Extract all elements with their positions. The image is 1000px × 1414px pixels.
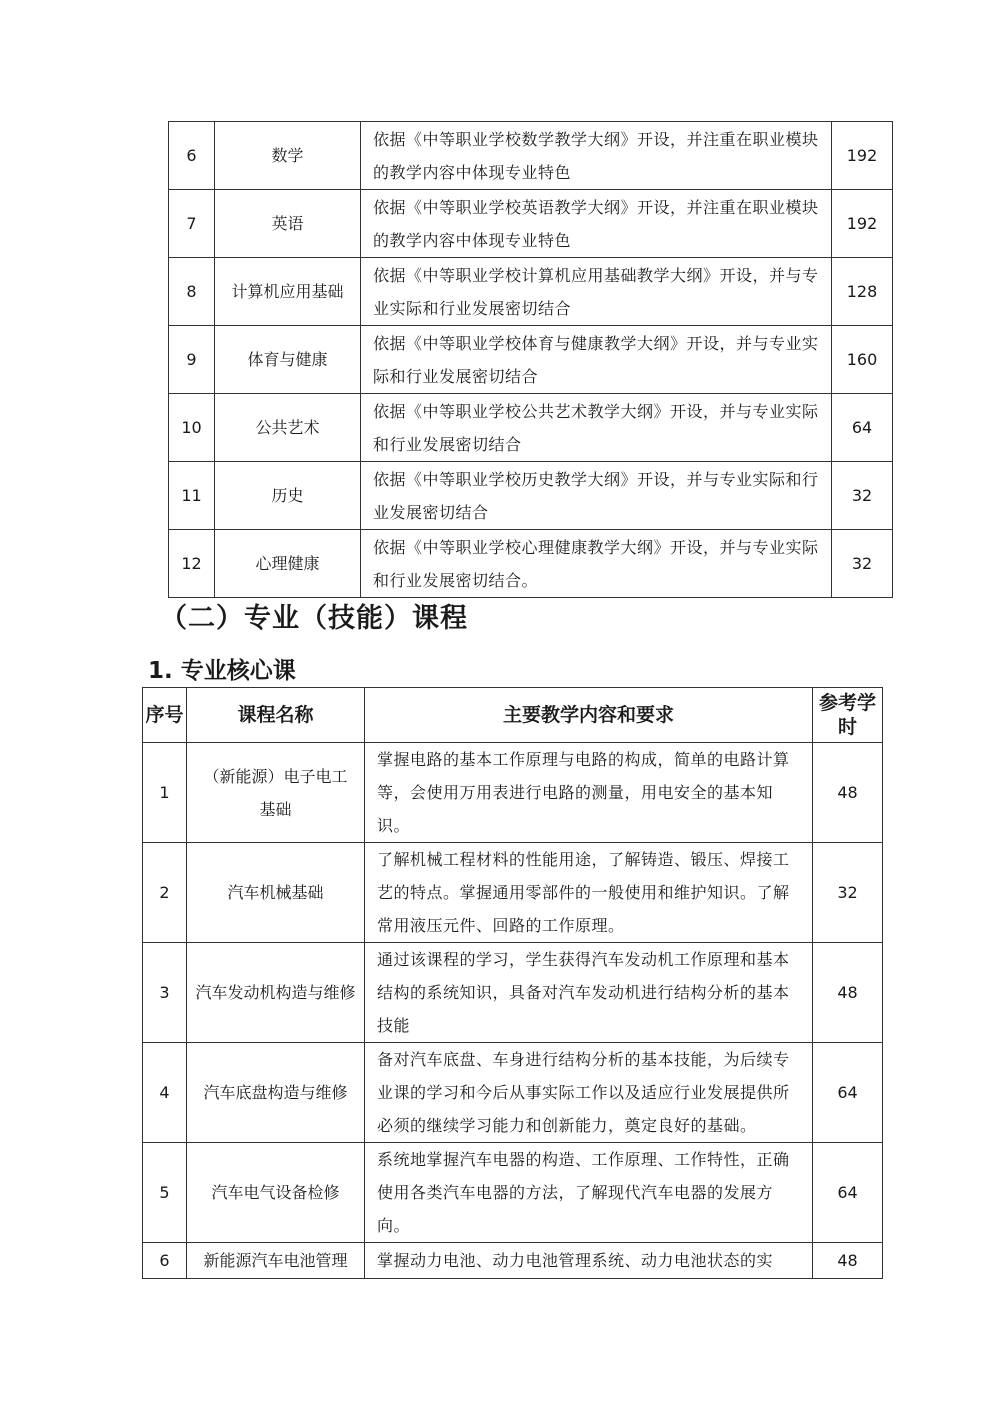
course-desc: 备对汽车底盘、车身进行结构分析的基本技能，为后续专业课的学习和今后从事实际工作以及适应行业发展提供所必须的继续学习能力和创新能力，奠定良好的基础。	[365, 1043, 813, 1143]
course-name: 汽车机械基础	[187, 843, 365, 943]
course-desc: 了解机械工程材料的性能用途，了解铸造、锻压、焊接工艺的特点。掌握通用零部件的一般使用和维护知识。了解常用液压元件、回路的工作原理。	[365, 843, 813, 943]
course-hours: 48	[813, 1243, 883, 1279]
table-row	[169, 462, 893, 530]
course-name: 汽车电气设备检修	[187, 1143, 365, 1243]
table-row	[143, 943, 883, 1043]
course-desc: 掌握动力电池、动力电池管理系统、动力电池状态的实	[365, 1243, 813, 1279]
course-name: （新能源）电子电工基础	[187, 743, 365, 843]
core-course-table	[142, 687, 883, 1279]
course-no: 1	[143, 743, 187, 843]
course-desc: 依据《中等职业学校计算机应用基础教学大纲》开设，并与专业实际和行业发展密切结合	[361, 258, 832, 326]
table-row	[169, 326, 893, 394]
table-row	[143, 843, 883, 943]
course-name: 公共艺术	[215, 394, 361, 462]
course-name: 计算机应用基础	[215, 258, 361, 326]
course-name: 数学	[215, 122, 361, 190]
course-hours: 32	[832, 462, 893, 530]
course-no: 4	[143, 1043, 187, 1143]
course-hours: 192	[832, 190, 893, 258]
course-name: 英语	[215, 190, 361, 258]
course-desc: 掌握电路的基本工作原理与电路的构成，简单的电路计算等，会使用万用表进行电路的测量，用电安全的基本知识。	[365, 743, 813, 843]
course-desc: 依据《中等职业学校心理健康教学大纲》开设，并与专业实际和行业发展密切结合。	[361, 530, 832, 598]
course-name: 心理健康	[215, 530, 361, 598]
course-hours: 32	[832, 530, 893, 598]
course-no: 10	[169, 394, 215, 462]
table-row	[169, 190, 893, 258]
course-no: 3	[143, 943, 187, 1043]
course-name: 新能源汽车电池管理	[187, 1243, 365, 1279]
course-desc: 依据《中等职业学校数学教学大纲》开设，并注重在职业模块的教学内容中体现专业特色	[361, 122, 832, 190]
course-desc: 通过该课程的学习，学生获得汽车发动机工作原理和基本结构的系统知识，具备对汽车发动机进行结构分析的基本技能	[365, 943, 813, 1043]
course-desc: 系统地掌握汽车电器的构造、工作原理、工作特性，正确使用各类汽车电器的方法，了解现代汽车电器的发展方向。	[365, 1143, 813, 1243]
course-no: 9	[169, 326, 215, 394]
course-hours: 32	[813, 843, 883, 943]
course-hours: 64	[813, 1143, 883, 1243]
table-row	[169, 122, 893, 190]
table-row	[143, 743, 883, 843]
course-desc: 依据《中等职业学校英语教学大纲》开设，并注重在职业模块的教学内容中体现专业特色	[361, 190, 832, 258]
course-no: 2	[143, 843, 187, 943]
table-row	[169, 394, 893, 462]
course-name: 体育与健康	[215, 326, 361, 394]
course-hours: 64	[832, 394, 893, 462]
table-row	[143, 1243, 883, 1279]
course-no: 6	[143, 1243, 187, 1279]
course-hours: 48	[813, 943, 883, 1043]
table-row	[169, 258, 893, 326]
general-course-table	[168, 121, 893, 598]
table-row	[143, 1143, 883, 1243]
course-no: 7	[169, 190, 215, 258]
course-no: 6	[169, 122, 215, 190]
header-desc: 主要教学内容和要求	[365, 688, 813, 743]
course-no: 8	[169, 258, 215, 326]
course-name: 汽车发动机构造与维修	[187, 943, 365, 1043]
table-header-row	[143, 688, 883, 743]
course-name: 汽车底盘构造与维修	[187, 1043, 365, 1143]
table-row	[169, 530, 893, 598]
course-hours: 128	[832, 258, 893, 326]
course-desc: 依据《中等职业学校历史教学大纲》开设，并与专业实际和行业发展密切结合	[361, 462, 832, 530]
table-row	[143, 1043, 883, 1143]
course-desc: 依据《中等职业学校体育与健康教学大纲》开设，并与专业实际和行业发展密切结合	[361, 326, 832, 394]
course-desc: 依据《中等职业学校公共艺术教学大纲》开设，并与专业实际和行业发展密切结合	[361, 394, 832, 462]
course-no: 11	[169, 462, 215, 530]
course-no: 12	[169, 530, 215, 598]
header-hours: 参考学时	[813, 688, 883, 743]
course-hours: 64	[813, 1043, 883, 1143]
course-hours: 192	[832, 122, 893, 190]
course-name: 历史	[215, 462, 361, 530]
course-hours: 160	[832, 326, 893, 394]
header-name: 课程名称	[187, 688, 365, 743]
section-title: （二）专业（技能）课程	[160, 603, 468, 634]
course-no: 5	[143, 1143, 187, 1243]
course-hours: 48	[813, 743, 883, 843]
header-no: 序号	[143, 688, 187, 743]
subsection-title: 1. 专业核心课	[148, 658, 296, 684]
